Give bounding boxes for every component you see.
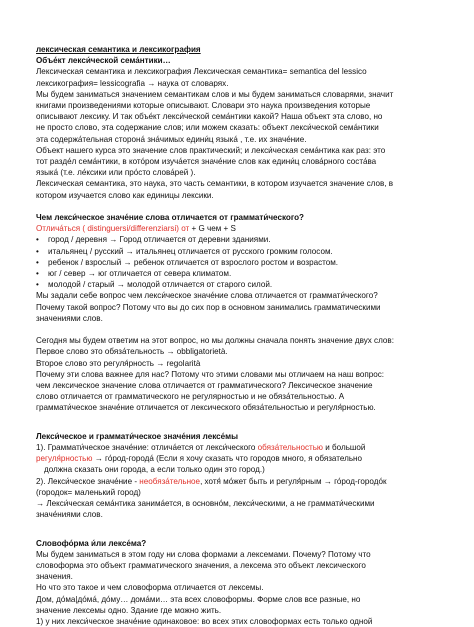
text-line: Дом, до́ма|до́ма́, до́му… дома́ми… эта всех словоформы. Форме слов все разные, но xyxy=(36,594,361,604)
text-line: значениями слов. xyxy=(36,313,103,323)
section-title-lexical-semantics: лексическая семантика и лексикография xyxy=(36,45,201,54)
text-line: Мы задали себе вопрос чем лекси́ческое значе́ние слова отличается от граммати́ческого? xyxy=(36,291,378,301)
list-item: • итальянец / русский → итальянец отличается от русского громким голосом. xyxy=(36,246,333,256)
paragraph-question xyxy=(36,290,448,324)
text-line: Почему такой вопрос? Потому что вы до сих пор в основном занимались грамматическими xyxy=(36,302,381,312)
text-line: 1). Граммати́ческое значе́ние: отлича́ется от лекси́ческого обяза́тельностью и большой xyxy=(36,443,366,453)
text-line: Первое слово это обяза́тельность → obbligatorietà. xyxy=(36,347,228,357)
text-line: Лексическая семантика, это наука, это часть семантики, в котором изучается значение слов, в xyxy=(36,179,394,189)
list-item: • юг / север → юг отличается от севера климатом. xyxy=(36,269,232,279)
text-line: 2). Лекси́ческое значе́ние - необяза́тельное, хотя́ мо́жет быть и регуля́рным → го́род-городо́к xyxy=(36,476,387,486)
text-line: Объект нашего курса это значение слов практический; и лекси́ческая сема́нтика как раз: это xyxy=(36,145,386,155)
list-item: • молодой / старый → молодой отличается от старого силой. xyxy=(36,280,273,290)
highlight-regularity: регуля́рностью xyxy=(36,454,93,464)
bullet-icon: • xyxy=(36,235,39,245)
list-item: • ребенок / взрослый → ребенок отличается от взрослого ростом и возрастом. xyxy=(36,257,339,267)
section-title-lexeme-meanings: Лекси́ческое и граммати́ческое значе́ния лексе́мы xyxy=(36,431,239,441)
text-line: книгами произведениями которые описывают. Словари это наука произведения которые xyxy=(36,101,371,111)
text-line: Почему эти слова важнее для нас? Потому что этими словами мы отличаем на наш вопрос: xyxy=(36,369,385,379)
text-line: эта содержа́тельная сторона́ зна́чимых едини́ц языка́ , т.е. их значе́ние. xyxy=(36,134,307,144)
text-line: котором изучается слово как единицы лексики. xyxy=(36,190,214,200)
highlight-non-obligatory: необяза́тельное xyxy=(139,476,201,486)
bullet-icon: • xyxy=(36,246,39,256)
differs-rule xyxy=(36,223,448,234)
text-line: Сегодня мы будем ответим на этот вопрос, но мы должны сначала понять значение двух слов: xyxy=(36,336,394,346)
text-line: не просто слово, эта содержание слов; или можем сказать: объект лекси́ческой сема́нтики xyxy=(36,123,379,133)
text-line: должна сказать они города, а если только один это город.) xyxy=(44,465,265,475)
bullet-icon: • xyxy=(36,257,39,267)
paragraph-answer xyxy=(36,335,448,413)
differs-rule-highlight: Отлича́ться ( distinguersi/differenziarsi) от xyxy=(36,224,190,234)
text-line: (городок= маленький город) xyxy=(36,487,141,497)
paragraph-wordform xyxy=(36,549,448,627)
text-line: 1) у них лекси́ческое значе́ние одинаковое: во всех этих словоформах есть только одной xyxy=(36,617,373,627)
text-line: Но что это такое и чем словоформа отличается от лексемы. xyxy=(36,583,264,593)
highlight-obligatoriness: обяза́тельностью xyxy=(257,443,323,453)
list-item: • город / деревня → Город отличается от деревни зданиями. xyxy=(36,235,271,245)
text-line: тот разде́л сема́нтики, в кото́ром изуча́ется значе́ние слов как едини́ц слова́рного соста́ва xyxy=(36,157,377,167)
text-line: описывают лексику. И так объе́кт лекси́ческой сема́нтики какой? Наша объект эта слово, но xyxy=(36,112,383,122)
text-line: Мы будем заниматься значением семантикам слов и мы будем заниматься словарями, значит xyxy=(36,89,394,99)
differs-rule-tail: + G чем + S xyxy=(189,224,236,234)
text-line: чем лексическое значение слова отличается от грамматического? Лексическое значение xyxy=(36,381,373,391)
text-line: граммати́ческое значе́ние отличается от лексического обяза́тельностью и регуля́рностью. xyxy=(36,403,376,413)
section-subtitle-object: Объе́кт лекси́ческой сема́нтики… xyxy=(36,56,171,66)
text-line: значения. xyxy=(36,572,73,582)
text-line: значе́ниями слов. xyxy=(36,510,103,520)
text-line: словоформа это объект грамматического значения, а лексема это объект лексического xyxy=(36,561,366,571)
examples-list xyxy=(36,234,448,290)
text-line: слово отличается от грамматического не регулярностью и не обяза́тельностью. А xyxy=(36,392,345,402)
paragraph-intro xyxy=(36,66,448,200)
section-title-lexical-vs-grammatical: Чем лекси́ческое значе́ние слова отличается от граммати́ческого? xyxy=(36,213,304,223)
text-line: значение лексемы одно. Здание где можно жить. xyxy=(36,605,222,615)
bullet-icon: • xyxy=(36,269,39,279)
bullet-icon: • xyxy=(36,280,39,290)
text-line: языка́ (т.е. ле́ксики или про́сто слова́рей ). xyxy=(36,168,196,178)
text-line: лексикография= lessicografia → наука от словарях. xyxy=(36,78,229,88)
text-line: Второе слово это регуля́рность → regolarità xyxy=(36,358,201,368)
section-title-wordform-or-lexeme: Словофо́рма и́ли лексе́ма? xyxy=(36,538,147,548)
text-line: регуля́рностью → го́род-города́ (Если я хочу сказать что городов много, я обязательно xyxy=(36,454,363,464)
text-line: → Лекси́ческая сема́нтика занима́ется, в основно́м, лекси́ческими, а не граммати́ческими xyxy=(36,499,375,509)
text-line: Мы будем заниматься в этом году ни слова формами а лексемами. Почему? Потому что xyxy=(36,549,371,559)
text-line: Лексическая семантика и лексикография Лексическая семантика= semantica del lessico xyxy=(36,67,367,77)
